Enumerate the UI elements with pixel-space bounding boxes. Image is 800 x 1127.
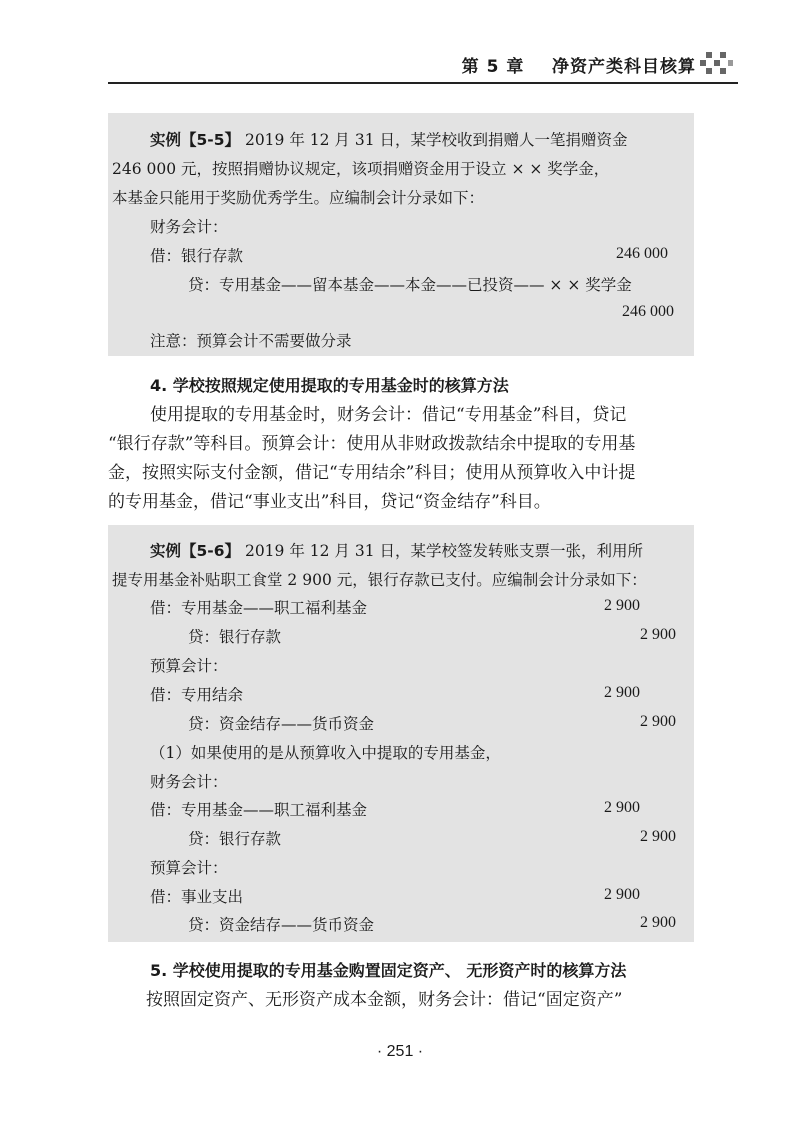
example-line (150, 130, 627, 150)
paragraph-line: 金，按照实际支付金额，借记“专用结余”科目；使用从预算收入中计提 (108, 463, 636, 483)
debit-amount: 246 000 (616, 245, 668, 262)
debit-entry: 借：银行存款 (150, 247, 244, 265)
entry-line: 借：专用基金——职工福利基金 (150, 801, 368, 819)
example-label: 实例【5-6】 (150, 542, 241, 560)
entry-line: 贷：资金结存——货币资金 (188, 916, 375, 934)
example-text: 2019 年 12 月 31 日，某学校签发转账支票一张，利用所 (244, 542, 643, 560)
entry-amount: 2 900 (604, 684, 640, 701)
paragraph-line: 使用提取的专用基金时，财务会计：借记“专用基金”科目，贷记 (150, 405, 627, 425)
credit-amount: 246 000 (622, 303, 674, 320)
entry-amount: 2 900 (640, 828, 676, 845)
entry-line: 贷：银行存款 (188, 830, 282, 848)
entry-line: （1）如果使用的是从预算收入中提取的专用基金， (150, 744, 501, 762)
example-line: 本基金只能用于奖励优秀学生。应编制会计分录如下： (112, 189, 485, 207)
section-heading: 5. 学校使用提取的专用基金购置固定资产、 无形资产时的核算方法 (150, 961, 627, 980)
entry-line: 贷：银行存款 (188, 628, 282, 646)
example-line: 246 000 元，按照捐赠协议规定，该项捐赠资金用于设立 × × 奖学金， (112, 160, 610, 178)
page-number: · 251 · (376, 1043, 424, 1060)
paragraph-line: “银行存款”等科目。预算会计：使用从非财政拨款结余中提取的专用基 (108, 434, 636, 454)
credit-entry: 贷：专用基金——留本基金——本金——已投资—— × × 奖学金 (188, 276, 632, 294)
entry-line: 预算会计： (150, 859, 228, 877)
chapter-title: 第 5 章 净资产类科目核算 (461, 57, 696, 77)
paragraph-line: 的专用基金，借记“事业支出”科目，贷记“资金结存”科目。 (108, 492, 551, 512)
entry-line: 借：事业支出 (150, 888, 244, 906)
chevron-decoration-icon (698, 50, 734, 76)
entry-amount: 2 900 (640, 626, 676, 643)
example-box-5-6 (108, 525, 694, 942)
example-line: 财务会计： (150, 218, 228, 236)
section-heading: 4. 学校按照规定使用提取的专用基金时的核算方法 (150, 376, 509, 395)
example-text: 2019 年 12 月 31 日，某学校收到捐赠人一笔捐赠资金 (244, 131, 628, 149)
entry-amount: 2 900 (604, 799, 640, 816)
paragraph-line: 按照固定资产、无形资产成本金额，财务会计：借记“固定资产” (146, 990, 623, 1010)
header-rule (108, 82, 738, 84)
example-line: 提专用基金补贴职工食堂 2 900 元，银行存款已支付。应编制会计分录如下： (112, 571, 647, 589)
entry-amount: 2 900 (640, 713, 676, 730)
example-label: 实例【5-5】 (150, 131, 241, 149)
entry-line: 预算会计： (150, 657, 228, 675)
example-line (150, 541, 643, 561)
note: 注意：预算会计不需要做分录 (150, 332, 352, 350)
entry-line: 贷：资金结存——货币资金 (188, 715, 375, 733)
page-header (108, 50, 738, 90)
entry-line: 借：专用基金——职工福利基金 (150, 599, 368, 617)
entry-amount: 2 900 (604, 597, 640, 614)
entry-line: 借：专用结余 (150, 686, 244, 704)
entry-amount: 2 900 (640, 914, 676, 931)
entry-amount: 2 900 (604, 886, 640, 903)
example-box-5-5 (108, 113, 694, 356)
entry-line: 财务会计： (150, 773, 228, 791)
